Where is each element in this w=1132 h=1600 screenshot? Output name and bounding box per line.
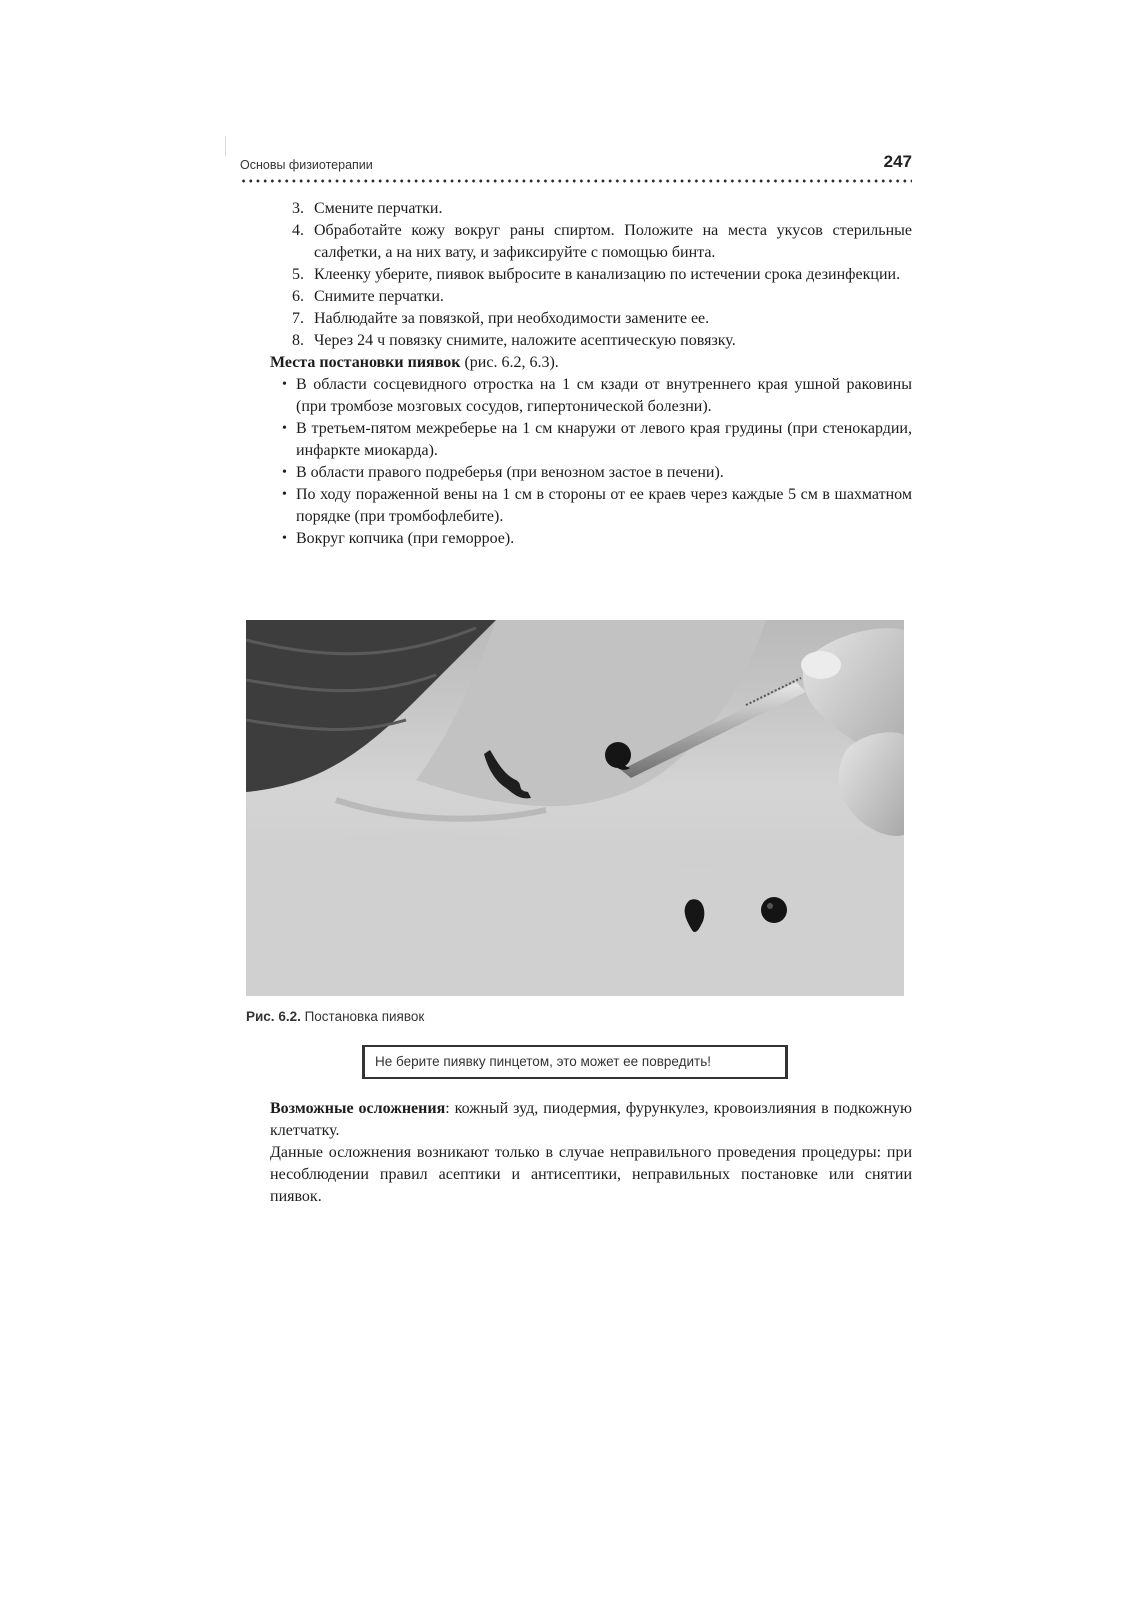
list-item (270, 528, 912, 550)
figure-caption (246, 1009, 424, 1024)
step-item (270, 220, 912, 264)
bullet-icon: • (282, 377, 287, 392)
page-header (240, 152, 912, 178)
caption-label: Рис. 6.2. (246, 1009, 301, 1024)
main-text (270, 198, 912, 550)
procedure-steps (270, 198, 912, 352)
warning-box: Не берите пиявку пинцетом, это может ее повредить! (362, 1045, 788, 1079)
complications-note: Данные осложнения возникают только в случае неправильного проведения процедуры: при несоблюдении правил асептики и антисептики, неправильных постановке или снятии пиявок. (270, 1144, 912, 1205)
step-text: Смените перчатки. (314, 200, 443, 217)
list-item-text: В третьем-пятом межреберье на 1 см кнаружи от левого края грудины (при стенокардии, инфаркте миокарда). (296, 420, 912, 459)
sites-list (270, 374, 912, 550)
step-number: 5. (292, 266, 304, 283)
list-item (270, 374, 912, 418)
leech-shape (761, 897, 787, 923)
leech-photo-illustration (246, 620, 904, 996)
sites-heading-ref: (рис. 6.2, 6.3). (460, 354, 559, 371)
running-head: Основы физиотерапии (240, 158, 373, 172)
step-number: 6. (292, 288, 304, 305)
list-item-text: В области правого подреберья (при венозном застое в печени). (296, 464, 724, 481)
list-item-text: В области сосцевидного отростка на 1 см кзади от внутреннего края ушной раковины (при тромбозе мозговых сосудов, гипертонической болезни). (296, 376, 912, 415)
step-number: 8. (292, 332, 304, 349)
step-number: 7. (292, 310, 304, 327)
step-text: Снимите перчатки. (314, 288, 444, 305)
step-item (270, 330, 912, 352)
step-item (270, 198, 912, 220)
sites-heading-bold: Места постановки пиявок (270, 354, 461, 371)
header-dotted-rule (240, 179, 912, 183)
figure-photo (246, 620, 904, 996)
caption-text: Постановка пиявок (300, 1009, 425, 1024)
step-number: 4. (292, 222, 304, 239)
bullet-icon: • (282, 531, 287, 546)
bullet-icon: • (282, 465, 287, 480)
page-edge (225, 136, 226, 156)
step-item (270, 308, 912, 330)
step-item (270, 264, 912, 286)
bullet-icon: • (282, 421, 287, 436)
sites-heading (270, 352, 912, 374)
step-text: Обработайте кожу вокруг раны спиртом. Положите на места укусов стерильные салфетки, а на них вату, и зафиксируйте с помощью бинта. (314, 222, 912, 261)
step-text: Наблюдайте за повязкой, при необходимости замените ее. (314, 310, 710, 327)
list-item (270, 418, 912, 462)
page-number: 247 (883, 152, 912, 171)
complications-text: : кожный зуд, пиодермия, фурункулез, кровоизлияния в подкожную клетчатку. (270, 1100, 912, 1139)
complications-section (270, 1098, 912, 1208)
step-item (270, 286, 912, 308)
list-item (270, 484, 912, 528)
bullet-icon: • (282, 487, 287, 502)
step-text: Через 24 ч повязку снимите, наложите асептическую повязку. (314, 332, 736, 349)
list-item-text: Вокруг копчика (при геморрое). (296, 530, 515, 547)
list-item (270, 462, 912, 484)
step-number: 3. (292, 200, 304, 217)
step-text: Клеенку уберите, пиявок выбросите в канализацию по истечении срока дезинфекции. (314, 266, 901, 283)
complications-paragraph (270, 1098, 912, 1142)
complications-label: Возможные осложнения (270, 1100, 446, 1117)
list-item-text: По ходу пораженной вены на 1 см в стороны от ее краев через каждые 5 см в шахматном порядке (при тромбофлебите). (296, 486, 912, 525)
